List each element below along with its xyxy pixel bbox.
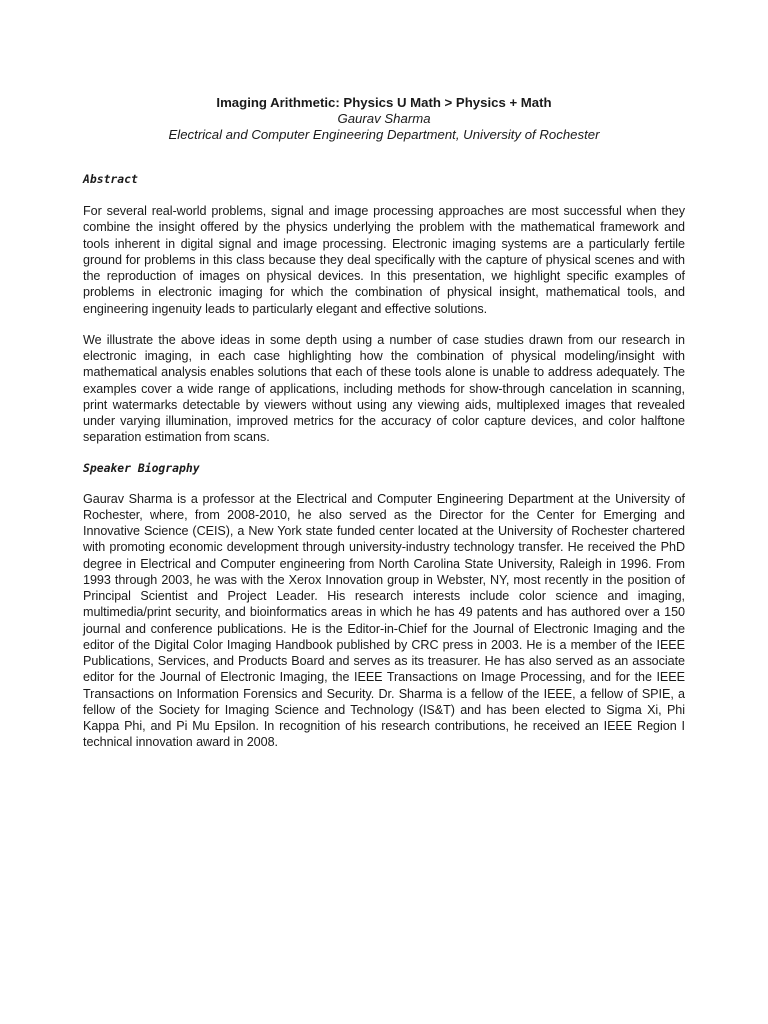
abstract-heading: Abstract <box>83 172 138 186</box>
author-name: Gaurav Sharma <box>337 111 431 126</box>
biography-paragraph: Gaurav Sharma is a professor at the Electrical and Computer Engineering Department at the University of Rochester, where, from 2008-2010, he also served as the Director for the Center for Emerging and Innovative Science (CEIS), a New York state funded center located at the University of Rochester chartered with promoting economic development through university-industry technology transfer. He received the PhD degree in Electrical and Computer engineering from North Carolina State University, Raleigh in 1996. From 1993 through 2003, he was with the Xerox Innovation group in Webster, NY, most recently in the position of Principal Scientist and Project Leader. His research interests include color science and imaging, multimedia/print security, and bioinformatics areas in which he has 49 patents and has authored over a 150 journal and conference publications. He is the Editor-in-Chief for the Journal of Electronic Imaging and the editor of the Digital Color Imaging Handbook published by CRC press in 2003. He is a member of the IEEE Publications, Services, and Products Board and serves as its treasurer. He has also served as an associate editor for the Journal of Electronic Imaging, the IEEE Transactions on Image Processing, and for the IEEE Transactions on Information Forensics and Security. Dr. Sharma is a fellow of the IEEE, a fellow of SPIE, a fellow of the Society for Imaging Science and Technology (IS&T) and has been elected to Sigma Xi, Phi Kappa Phi, and Pi Mu Epsilon. In recognition of his research contributions, he received an IEEE Region I technical innovation award in 2008. <box>83 491 685 750</box>
abstract-paragraph-2: We illustrate the above ideas in some depth using a number of case studies drawn from our research in electronic imaging, in each case highlighting how the combination of physical modeling/insight with mathematical analysis enables solutions that each of these tools alone is unable to address adequately. The examples cover a wide range of applications, including methods for show-through cancelation in scanning, print watermarks detectable by viewers without using any viewing aids, multiplexed images that revealed under varying illumination, improved metrics for the accuracy of color capture devices, and color halftone separation estimation from scans. <box>83 332 685 445</box>
document-page <box>83 95 685 751</box>
document-title: Imaging Arithmetic: Physics U Math > Physics + Math <box>216 95 552 110</box>
abstract-paragraph-1: For several real-world problems, signal and image processing approaches are most successful when they combine the insight offered by the physics underlying the problem with the mathematical framework and tools inherent in digital signal and image processing. Electronic imaging systems are a particularly fertile ground for problems in this class because they deal specifically with the capture of physical scenes and with the reproduction of images on physical devices. In this presentation, we highlight specific examples of problems in electronic imaging for which the combination of physical insight, mathematical tools, and engineering ingenuity leads to particularly elegant and effective solutions. <box>83 204 685 316</box>
biography-heading: Speaker Biography <box>83 460 200 475</box>
author-affiliation: Electrical and Computer Engineering Department, University of Rochester <box>168 127 600 142</box>
